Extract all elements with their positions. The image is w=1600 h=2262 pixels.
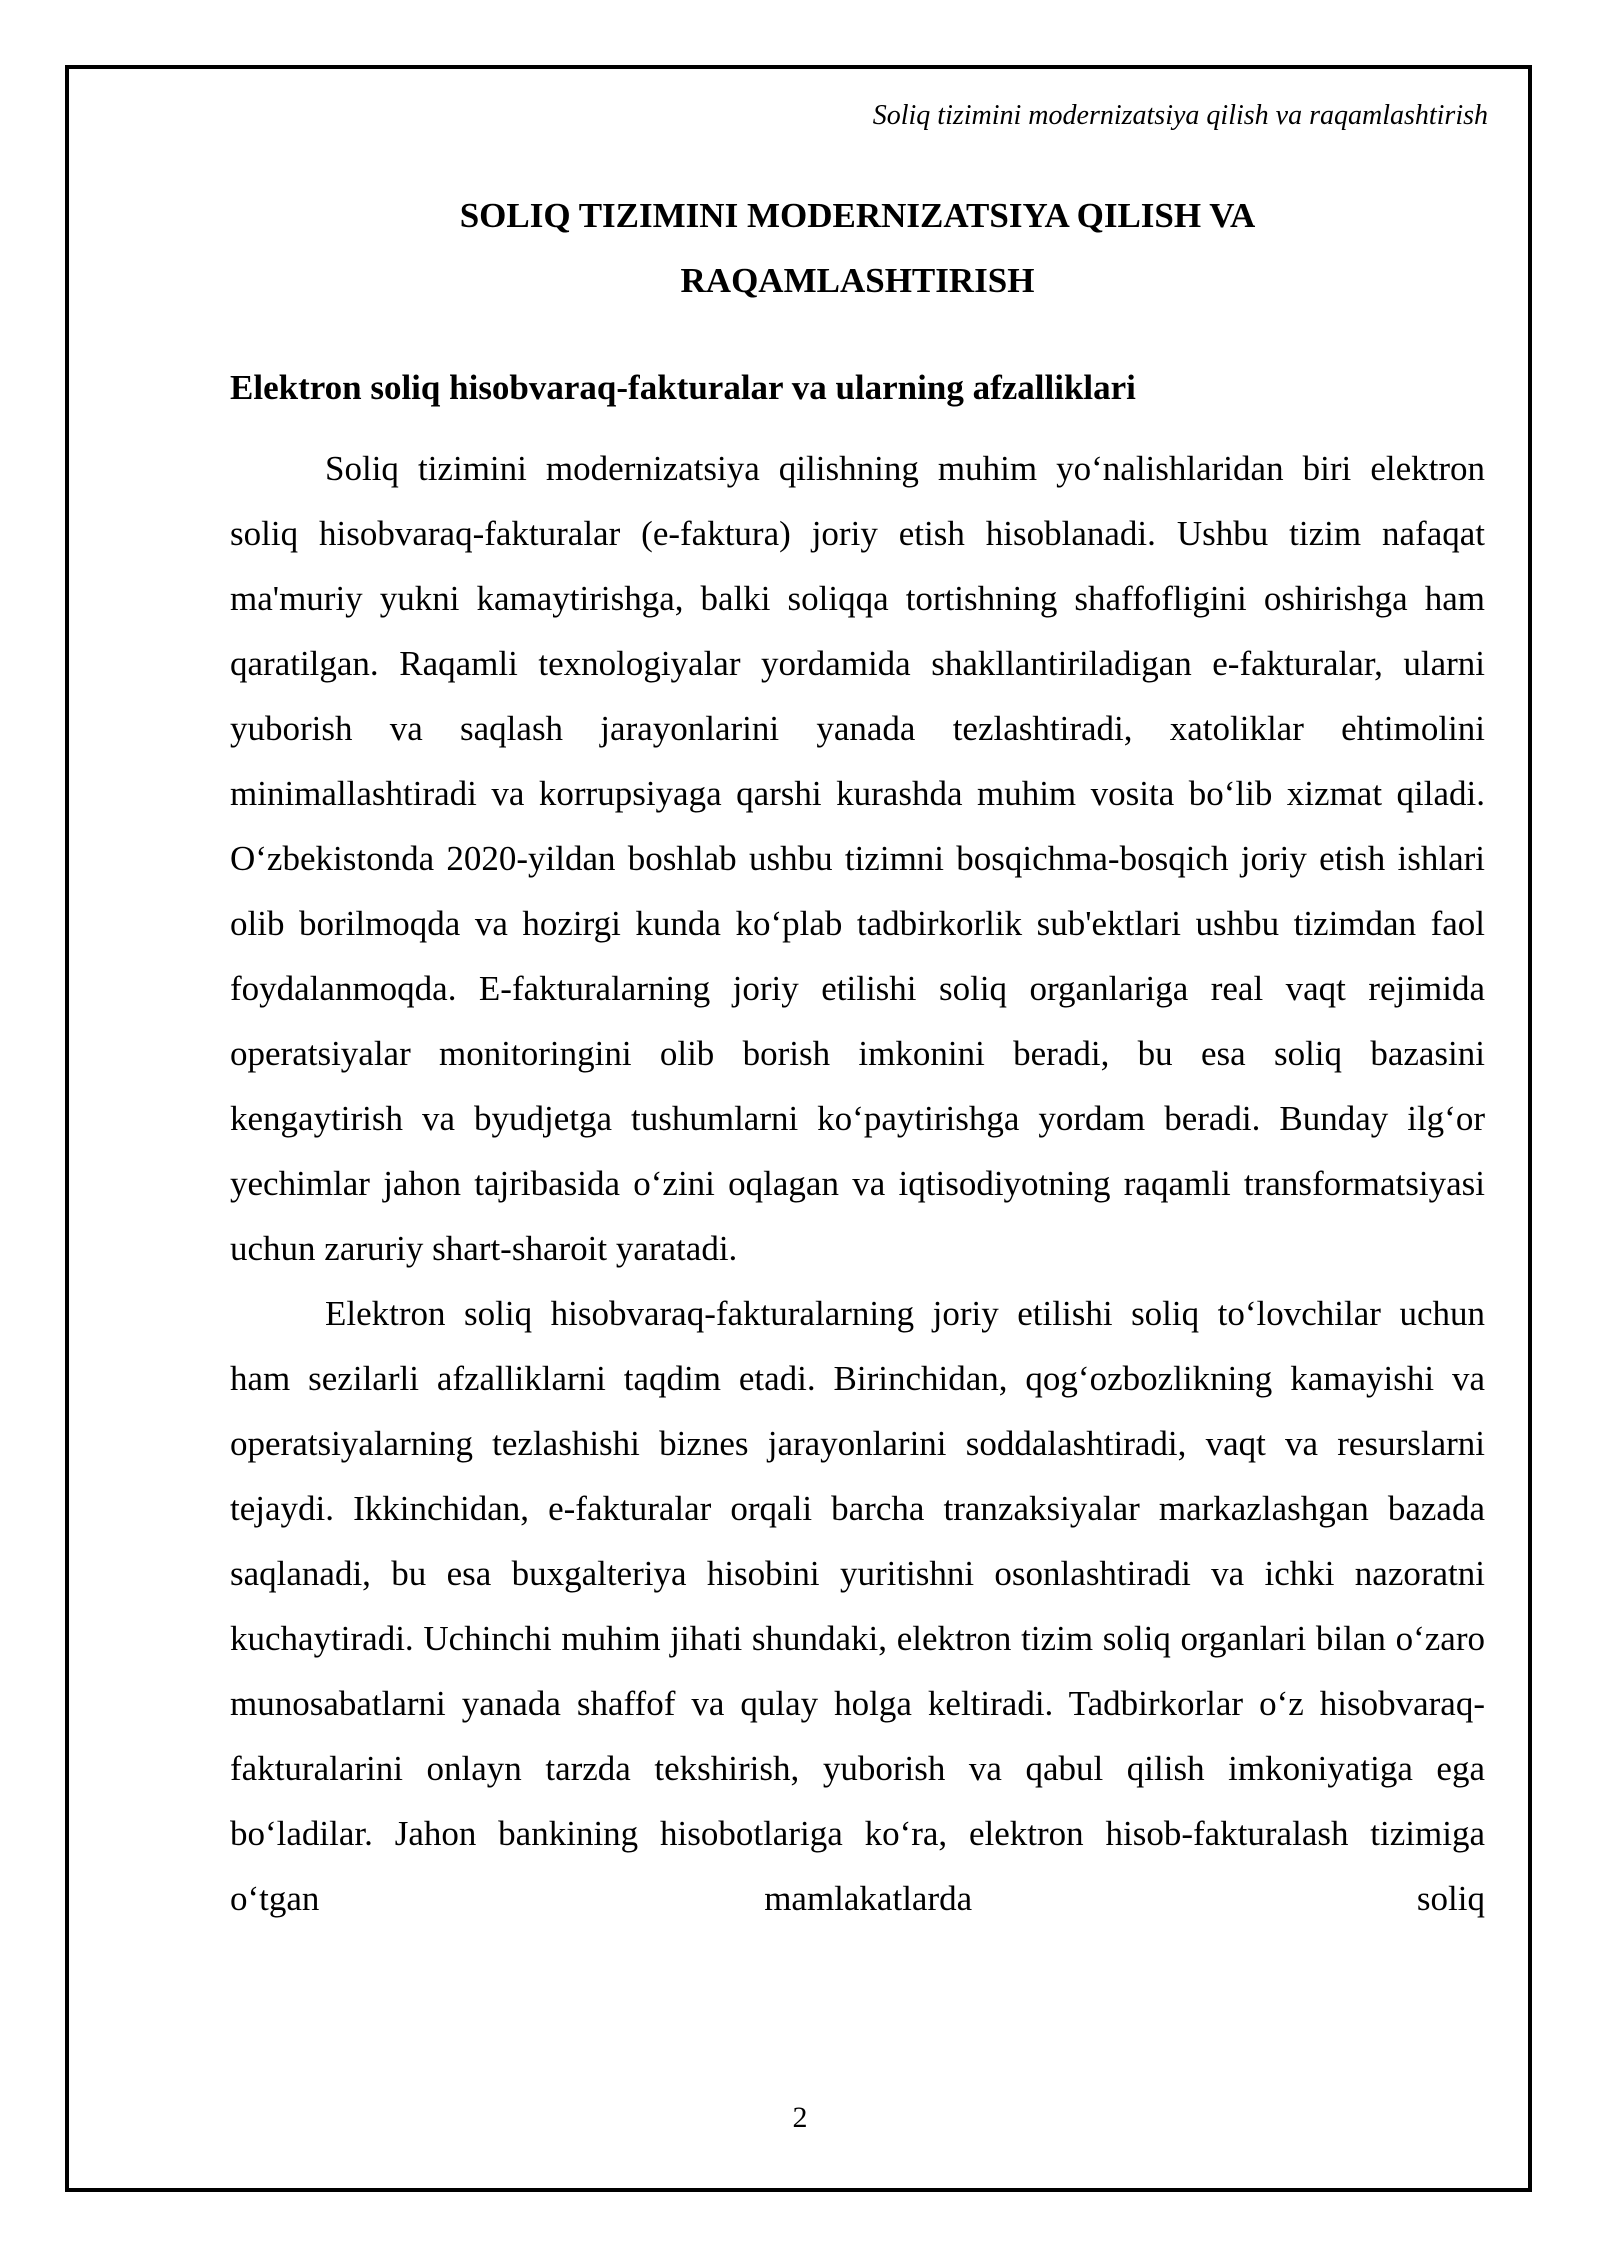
paragraph-1: Soliq tizimini modernizatsiya qilishning muhim yo‘nalishlaridan biri elektron soliq hisobvaraq-fakturalar (e-faktura) joriy etish hisoblanadi. Ushbu tizim nafaqat ma'muriy yukni kamaytirishga, balki soliqqa tortishning shaffofligini oshirishga ham qaratilgan. Raqamli texnologiyalar yordamida shakllantiriladigan e-fakturalar, ularni yuborish va saqlash jarayonlarini yanada tezlashtiradi, xatoliklar ehtimolini minimallashtiradi va korrupsiyaga qarshi kurashda muhim vosita bo‘lib xizmat qiladi. O‘zbekistonda 2020-yildan boshlab ushbu tizimni bosqichma-bosqich joriy etish ishlari olib borilmoqda va hozirgi kunda ko‘plab tadbirkorlik sub'ektlari ushbu tizimdan faol foydalanmoqda. E-fakturalarning joriy etilishi soliq organlariga real vaqt rejimida operatsiyalar monitoringini olib borish imkonini beradi, bu esa soliq bazasini kengaytirish va byudjetga tushumlarni ko‘paytirishga yordam beradi. Bunday ilg‘or yechimlar jahon tajribasida o‘zini oqlagan va iqtisodiyotning raqamli transformatsiyasi uchun zaruriy shart-sharoit yaratadi. xyxy=(230,449,1485,1268)
running-header: Soliq tizimini modernizatsiya qilish va raqamlashtirish xyxy=(872,100,1488,131)
document-title-line-2: RAQAMLASHTIRISH xyxy=(680,261,1035,300)
body-text xyxy=(230,436,1485,1931)
paragraph-2: Elektron soliq hisobvaraq-fakturalarning joriy etilishi soliq to‘lovchilar uchun ham sezilarli afzalliklarni taqdim etadi. Birinchidan, qog‘ozbozlikning kamayishi va operatsiyalarning tezlashishi biznes jarayonlarini soddalashtiradi, vaqt va resurslarni tejaydi. Ikkinchidan, e-fakturalar orqali barcha tranzaksiyalar markazlashgan bazada saqlanadi, bu esa buxgalteriya hisobini yuritishni osonlashtiradi va ichki nazoratni kuchaytiradi. Uchinchi muhim jihati shundaki, elektron tizim soliq organlari bilan o‘zaro munosabatlarni yanada shaffof va qulay holga keltiradi. Tadbirkorlar o‘z hisobvaraq-fakturalarini onlayn tarzda tekshirish, yuborish va qabul qilish imkoniyatiga ega bo‘ladilar. Jahon bankining hisobotlariga ko‘ra, elektron hisob-fakturalash tizimiga o‘tgan mamlakatlarda soliq xyxy=(230,1294,1485,1918)
document-title xyxy=(230,183,1485,313)
page-number: 2 xyxy=(792,2101,808,2134)
section-heading: Elektron soliq hisobvaraq-fakturalar va ularning afzalliklari xyxy=(230,368,1136,407)
document-title-line-1: SOLIQ TIZIMINI MODERNIZATSIYA QILISH VA xyxy=(459,196,1256,235)
